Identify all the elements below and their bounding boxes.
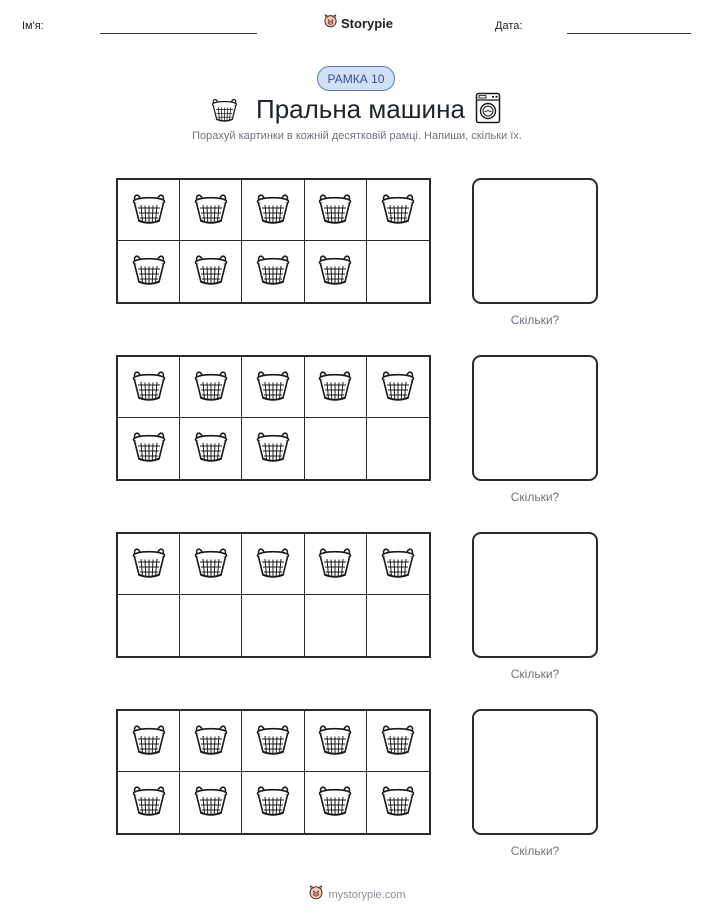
laundry-basket-icon bbox=[315, 365, 355, 410]
ten-frame-cell bbox=[118, 357, 180, 418]
laundry-basket-icon bbox=[378, 542, 418, 587]
ten-frame-cell bbox=[367, 534, 429, 595]
ten-frame-cell bbox=[118, 772, 180, 833]
laundry-basket-icon bbox=[129, 542, 169, 587]
ten-frame-cell bbox=[180, 772, 242, 833]
ten-frame-cell bbox=[305, 534, 367, 595]
ten-frame-cell bbox=[118, 241, 180, 302]
laundry-basket-icon bbox=[253, 365, 293, 410]
laundry-basket-icon bbox=[191, 365, 231, 410]
laundry-basket-icon bbox=[129, 188, 169, 233]
brand-name: Storypie bbox=[341, 15, 394, 31]
name-label: Ім'я: bbox=[22, 20, 44, 32]
laundry-basket-icon bbox=[378, 365, 418, 410]
ten-frame-cell bbox=[180, 711, 242, 772]
footer bbox=[0, 884, 714, 905]
answer-box[interactable] bbox=[472, 178, 598, 304]
ten-frame-cell bbox=[180, 357, 242, 418]
ten-frame-cell bbox=[305, 241, 367, 302]
ten-frame-cell bbox=[118, 595, 180, 656]
ten-frame-cell bbox=[305, 180, 367, 241]
laundry-basket-icon bbox=[315, 719, 355, 764]
ten-frame-cell bbox=[367, 418, 429, 479]
name-line[interactable] bbox=[100, 33, 257, 34]
answer-label: Скільки? bbox=[510, 844, 560, 858]
laundry-basket-icon bbox=[253, 542, 293, 587]
answer-label: Скільки? bbox=[510, 667, 560, 681]
ten-frame-cell bbox=[118, 180, 180, 241]
laundry-basket-icon bbox=[378, 719, 418, 764]
ten-frame-cell bbox=[305, 772, 367, 833]
laundry-basket-icon bbox=[129, 719, 169, 764]
ten-frame-cell bbox=[118, 534, 180, 595]
answer-label: Скільки? bbox=[510, 490, 560, 504]
laundry-basket-icon bbox=[191, 188, 231, 233]
ten-frame-cell bbox=[367, 241, 429, 302]
ten-frame-cell bbox=[242, 711, 304, 772]
ten-frame-cell bbox=[367, 772, 429, 833]
ten-frame-cell bbox=[242, 241, 304, 302]
laundry-basket-icon bbox=[253, 188, 293, 233]
ten-frame-cell bbox=[367, 180, 429, 241]
laundry-basket-icon bbox=[378, 780, 418, 825]
ten-frame-cell bbox=[242, 534, 304, 595]
ten-frame-cell bbox=[367, 711, 429, 772]
ten-frame-cell bbox=[118, 711, 180, 772]
washing-machine-icon bbox=[475, 92, 501, 129]
laundry-basket-icon bbox=[253, 249, 293, 294]
ten-frame bbox=[116, 709, 431, 835]
date-line[interactable] bbox=[567, 33, 691, 34]
laundry-basket-icon bbox=[191, 249, 231, 294]
laundry-basket-icon bbox=[191, 719, 231, 764]
ten-frame-cell bbox=[367, 595, 429, 656]
ten-frame bbox=[116, 178, 431, 304]
ten-frame-cell bbox=[180, 241, 242, 302]
laundry-basket-icon bbox=[129, 365, 169, 410]
laundry-basket-icon bbox=[253, 719, 293, 764]
laundry-basket-icon bbox=[129, 780, 169, 825]
ten-frame-cell bbox=[305, 711, 367, 772]
ten-frame-cell bbox=[367, 357, 429, 418]
ten-frame bbox=[116, 532, 431, 658]
laundry-basket-icon bbox=[253, 780, 293, 825]
answer-box[interactable] bbox=[472, 709, 598, 835]
ten-frame-cell bbox=[242, 418, 304, 479]
ten-frame-cell bbox=[305, 418, 367, 479]
answer-box[interactable] bbox=[472, 532, 598, 658]
pig-mascot-icon bbox=[308, 884, 324, 905]
ten-frame-cell bbox=[180, 595, 242, 656]
laundry-basket-icon bbox=[191, 542, 231, 587]
laundry-basket-icon bbox=[315, 188, 355, 233]
laundry-basket-icon bbox=[378, 188, 418, 233]
ten-frame-cell bbox=[242, 357, 304, 418]
laundry-basket-icon bbox=[191, 780, 231, 825]
ten-frame-cell bbox=[180, 180, 242, 241]
title-row bbox=[0, 92, 714, 128]
date-label: Дата: bbox=[495, 20, 523, 32]
page-title: Пральна машина bbox=[256, 94, 465, 124]
answer-label: Скільки? bbox=[510, 313, 560, 327]
ten-frame-cell bbox=[118, 418, 180, 479]
footer-site: mystorypie.com bbox=[328, 888, 406, 901]
laundry-basket-icon bbox=[315, 542, 355, 587]
laundry-basket-icon bbox=[253, 426, 293, 471]
ten-frame-cell bbox=[242, 772, 304, 833]
ten-frame-cell bbox=[305, 357, 367, 418]
laundry-basket-icon bbox=[129, 426, 169, 471]
ten-frame-cell bbox=[242, 595, 304, 656]
brand-logo bbox=[323, 13, 393, 33]
laundry-basket-icon bbox=[315, 249, 355, 294]
ten-frame-cell bbox=[180, 534, 242, 595]
frame-badge: РАМКА 10 bbox=[317, 66, 395, 91]
answer-box[interactable] bbox=[472, 355, 598, 481]
laundry-basket-icon bbox=[209, 94, 240, 130]
laundry-basket-icon bbox=[191, 426, 231, 471]
ten-frame bbox=[116, 355, 431, 481]
instructions: Порахуй картинки в кожній десятковій рамці. Напиши, скільки їх. bbox=[192, 130, 522, 142]
ten-frame-cell bbox=[180, 418, 242, 479]
ten-frame-cell bbox=[305, 595, 367, 656]
laundry-basket-icon bbox=[315, 780, 355, 825]
laundry-basket-icon bbox=[129, 249, 169, 294]
ten-frame-cell bbox=[242, 180, 304, 241]
pig-mascot-icon bbox=[323, 13, 338, 33]
